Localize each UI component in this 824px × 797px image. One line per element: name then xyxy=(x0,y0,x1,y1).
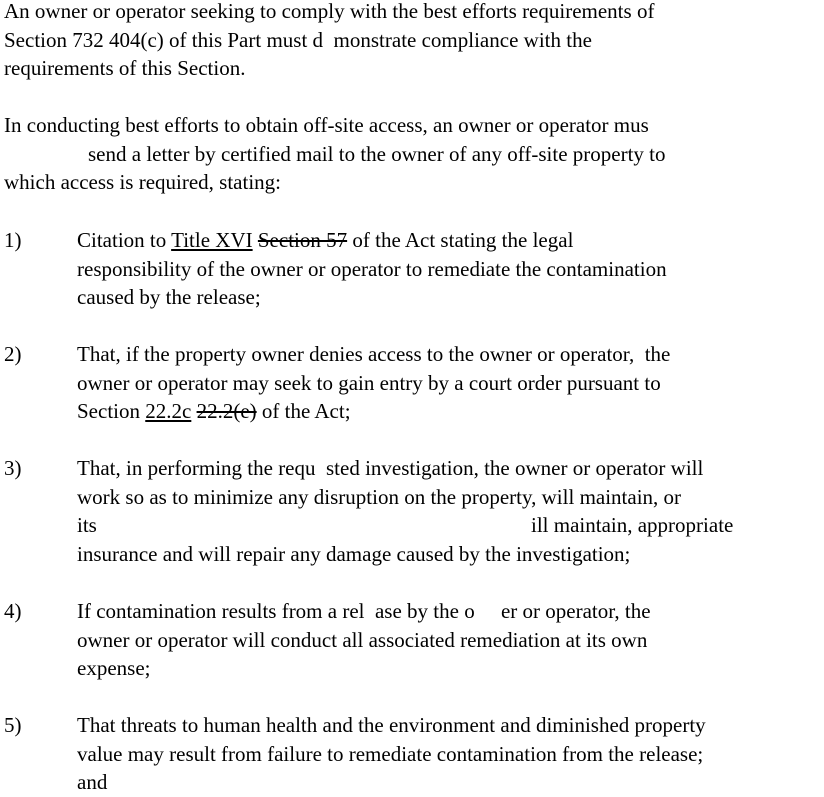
item-line xyxy=(77,511,734,540)
item-line: work so as to minimize any disruption on the property, will maintain, or xyxy=(77,484,682,509)
item-line: If contamination results from a rel ase by the o er or operator, the xyxy=(77,599,651,623)
deleted-text: 22.2(e) xyxy=(196,399,257,424)
conducting-line-3: which access is required, stating: xyxy=(4,170,281,195)
item-line xyxy=(77,397,670,426)
inserted-text: 22.2c xyxy=(145,399,192,424)
item-body xyxy=(77,597,651,683)
item-line: That, in performing the requ sted investigation, the owner or operator will xyxy=(77,456,704,480)
item-number: 5) xyxy=(4,713,22,737)
item-line: caused by the release; xyxy=(77,285,261,310)
conducting-paragraph xyxy=(4,111,666,197)
intro-line-2: Section 732 404(c) of this Part must d monstrate compliance with the xyxy=(4,27,592,52)
item-line: owner or operator may seek to gain entry by a court order pursuant to xyxy=(77,370,661,395)
text-run: ill maintain, appropriate xyxy=(531,513,734,538)
deleted-text: Section 57 xyxy=(257,228,348,252)
item-number: 1) xyxy=(4,228,22,252)
item-line: responsibility of the owner or operator to remediate the contamination xyxy=(77,256,667,281)
item-number: 3) xyxy=(4,456,22,480)
text-run: Section xyxy=(77,399,146,424)
intro-line-1: An owner or operator seeking to comply with the best efforts requirements of xyxy=(4,0,655,23)
item-line: That, if the property owner denies access to the owner or operator, the xyxy=(77,342,671,366)
item-body xyxy=(77,711,706,797)
item-line: expense; xyxy=(77,656,151,681)
text-run: of the Act stating the legal xyxy=(347,228,574,252)
item-line: insurance and will repair any damage caused by the investigation; xyxy=(77,541,631,566)
item-line: owner or operator will conduct all associated remediation at its own xyxy=(77,627,648,652)
item-line xyxy=(77,226,667,255)
inserted-text: Title XVI xyxy=(171,228,253,252)
intro-line-3: requirements of this Section. xyxy=(4,56,246,81)
text-run: its xyxy=(77,513,97,538)
intro-paragraph xyxy=(4,0,654,83)
conducting-line-1: In conducting best efforts to obtain off-site access, an owner or operator mus xyxy=(4,113,649,137)
item-line: That threats to human health and the environment and diminished property xyxy=(77,713,706,737)
item-body xyxy=(77,226,667,312)
conducting-line-2: send a letter by certified mail to the owner of any off-site property to xyxy=(4,141,666,166)
text-run: Citation to xyxy=(77,228,172,252)
item-number: 2) xyxy=(4,342,22,366)
item-line: and xyxy=(77,770,108,795)
item-line: value may result from failure to remediate contamination from the release; xyxy=(77,741,704,766)
text-run: of the Act; xyxy=(256,399,351,424)
item-body xyxy=(77,340,670,426)
item-body xyxy=(77,454,734,568)
item-number: 4) xyxy=(4,599,22,623)
